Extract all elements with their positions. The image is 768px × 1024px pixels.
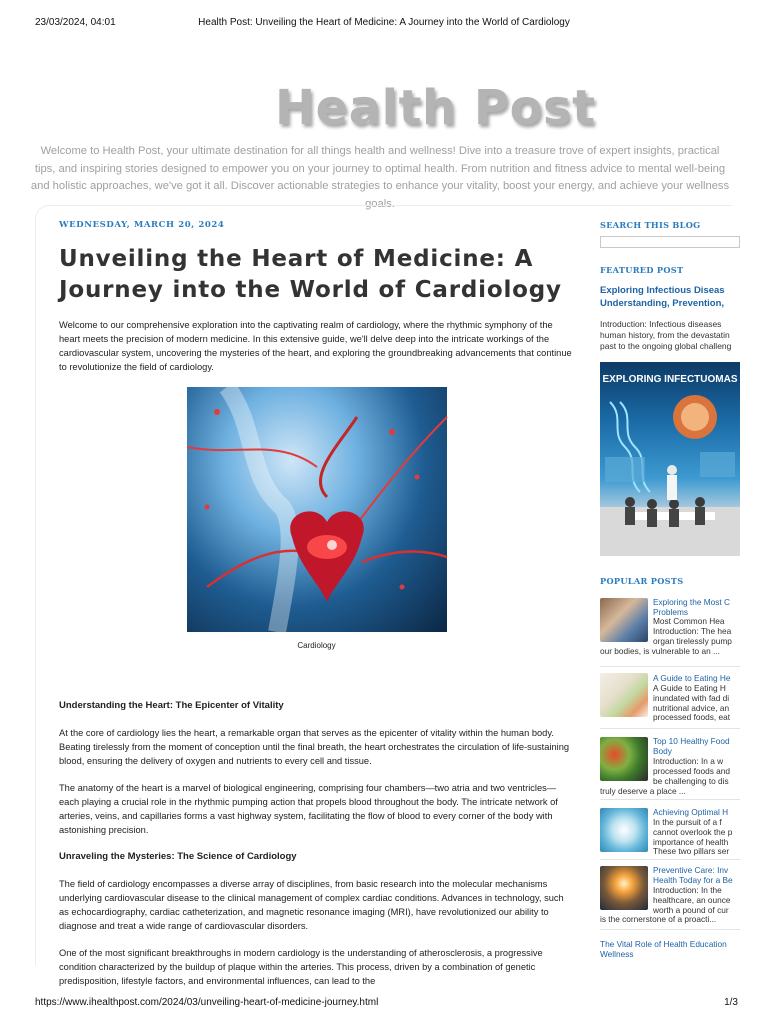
- popular-post-thumbnail[interactable]: [600, 673, 648, 717]
- popular-title-line: Top 10 Healthy Food: [653, 736, 730, 746]
- popular-snippet-line: These two pillars ser: [653, 846, 730, 857]
- popular-snippet-line: processed foods and: [653, 765, 731, 776]
- featured-title-line: Exploring Infectious Diseas: [600, 285, 725, 296]
- popular-post-title-last[interactable]: [600, 939, 740, 959]
- blog-description: Welcome to Health Post, your ultimate destination for all things health and wellness! Dive into a treasure trove of expert insights, practical tips, and inspiring stories designed to empower you on your journey to optimal health. From nutrition and fitness advice to mental well-being and holistic approaches, we've got it all. Discover actionable strategies to enhance your vitality, boost your energy, and achieve your wellness goals.: [30, 145, 730, 210]
- featured-snippet-line: human history, from the devastatin: [600, 330, 730, 340]
- post-intro: Welcome to our comprehensive exploration into the captivating realm of cardiology, where the rhythmic symphony of the heart meets the precision of modern medicine. In this extensive guide, we'll delve deep into the intricate workings of the cardiovascular system, uncovering the mysteries of the heart, and exploring the groundbreaking advancements that continue to revolutionize the field of cardiology.: [59, 320, 572, 372]
- search-input[interactable]: [600, 236, 740, 248]
- popular-title-line: Exploring the Most C: [653, 597, 731, 607]
- featured-snippet-line: past to the ongoing global challeng: [600, 341, 732, 351]
- print-datetime: 23/03/2024, 04:01: [35, 17, 116, 28]
- popular-snippet-line: Most Common Hea: [653, 616, 725, 626]
- blog-title[interactable]: Health Post: [275, 80, 596, 136]
- popular-post-thumbnail[interactable]: [600, 737, 648, 781]
- popular-title-line: Health Today for a Be: [653, 874, 733, 885]
- popular-post-snippet: [653, 818, 743, 857]
- popular-snippet-line: processed foods, eat: [653, 712, 731, 723]
- print-header: [35, 17, 733, 29]
- popular-post-thumbnail[interactable]: [600, 808, 648, 852]
- popular-heading: POPULAR POSTS: [600, 576, 684, 586]
- section-heading-science: Unraveling the Mysteries: The Science of Cardiology: [59, 851, 297, 862]
- featured-title-line: Understanding, Prevention,: [600, 298, 725, 309]
- popular-post-thumbnail[interactable]: [600, 598, 648, 642]
- popular-snippet-line: Introduction: The hea: [653, 625, 732, 636]
- print-page-number: 1/3: [724, 997, 738, 1008]
- popular-post-item[interactable]: [600, 667, 740, 729]
- popular-post-title[interactable]: [653, 866, 743, 885]
- print-footer: [35, 997, 738, 1009]
- popular-title-line: Wellness: [600, 949, 634, 959]
- popular-title-line: Body: [653, 745, 672, 756]
- popular-title-line: Problems: [653, 606, 689, 617]
- section-heading-heart: Understanding the Heart: The Epicenter of Vitality: [59, 700, 284, 711]
- popular-post-snippet: [653, 886, 743, 915]
- popular-snippet-line: cannot overlook the p: [653, 826, 733, 837]
- cardiology-image[interactable]: [187, 387, 447, 632]
- featured-post-title[interactable]: [600, 284, 740, 310]
- popular-snippet-tail: is the cornerstone of a proacti...: [600, 914, 717, 924]
- popular-posts-list: [600, 596, 740, 930]
- paragraph-heart-core: At the core of cardiology lies the heart, a remarkable organ that serves as the epicenter of vitality within the human body. Beating tirelessly from the moment of conception until the final breath, the heart orchestrates the circulation of life-sustaining blood, ensuring the delivery of oxygen and nutrients to every cell and tissue.: [59, 728, 570, 766]
- popular-title-line: A Guide to Eating He: [653, 673, 731, 683]
- popular-post-snippet: [653, 617, 743, 646]
- popular-snippet-line: inundated with fad di: [653, 692, 730, 703]
- image-caption: Cardiology: [297, 641, 336, 650]
- featured-post-image[interactable]: [600, 362, 740, 556]
- popular-snippet-line: Introduction: In the: [653, 885, 722, 895]
- post-date: WEDNESDAY, MARCH 20, 2024: [59, 220, 225, 230]
- popular-snippet-line: be challenging to dis: [653, 775, 729, 786]
- popular-post-title[interactable]: [653, 737, 743, 756]
- popular-snippet-line: In the pursuit of a f: [653, 817, 722, 827]
- popular-title-line: Preventive Care: Inv: [653, 865, 729, 875]
- popular-post-item[interactable]: [600, 729, 740, 800]
- popular-title-line: The Vital Role of Health Education: [600, 939, 727, 949]
- featured-post-snippet: [600, 319, 740, 352]
- popular-snippet-line: A Guide to Eating H: [653, 683, 726, 693]
- content-card: [35, 205, 738, 986]
- popular-post-snippet: [653, 757, 743, 786]
- infectious-disease-illustration: [600, 362, 740, 556]
- popular-snippet-line: Introduction: In a w: [653, 756, 724, 766]
- popular-snippet-line: importance of health: [653, 836, 729, 847]
- hero-figure: [59, 387, 574, 653]
- popular-snippet-tail: our bodies, is vulnerable to an ...: [600, 646, 720, 656]
- popular-snippet-line: healthcare, an ounce: [653, 894, 731, 905]
- popular-post-item[interactable]: [600, 860, 740, 930]
- popular-title-line: Achieving Optimal H: [653, 807, 729, 817]
- popular-post-title[interactable]: [653, 598, 743, 617]
- post-title[interactable]: Unveiling the Heart of Medicine: A Journey into the World of Cardiology: [59, 246, 562, 303]
- popular-post-snippet: [653, 684, 743, 723]
- paragraph-heart-anatomy: The anatomy of the heart is a marvel of biological engineering, comprising four chambers—two atria and two ventricles—each playing a crucial role in the rhythmic pumping action that propels blood throughout the body. The intricate network of arteries, veins, and capillaries forms a vast highway system, facilitating the flow of blood to every corner of the body with astonishing precision.: [59, 783, 558, 835]
- cardiology-illustration: [187, 387, 447, 632]
- popular-post-item[interactable]: [600, 800, 740, 860]
- popular-snippet-line: nutritional advice, an: [653, 702, 730, 713]
- featured-image-text: EXPLORING INFECTUOMAS: [602, 374, 738, 385]
- popular-post-thumbnail[interactable]: [600, 866, 648, 910]
- popular-snippet-tail: truly deserve a place ...: [600, 786, 686, 796]
- print-url: https://www.ihealthpost.com/2024/03/unveiling-heart-of-medicine-journey.html: [35, 997, 379, 1008]
- featured-heading: FEATURED POST: [600, 265, 684, 275]
- featured-snippet-line: Introduction: Infectious diseases: [600, 319, 722, 329]
- popular-snippet-line: worth a pound of cur: [653, 904, 729, 915]
- paragraph-atherosclerosis: One of the most significant breakthroughs in modern cardiology is the understanding of atherosclerosis, a progressive condition characterized by the buildup of plaque within the arteries. This process, driven by a combination of genetic predisposition, lifestyle factors, and environmental influences, can lead to the: [59, 948, 543, 986]
- popular-snippet-line: organ tirelessly pump: [653, 635, 732, 646]
- post-body: [59, 318, 574, 1001]
- popular-post-item[interactable]: [600, 596, 740, 667]
- search-heading: SEARCH THIS BLOG: [600, 220, 701, 230]
- print-page-title: Health Post: Unveiling the Heart of Medicine: A Journey into the World of Cardiology: [198, 17, 570, 28]
- paragraph-science-field: The field of cardiology encompasses a diverse array of disciplines, from basic research into the molecular mechanisms underlying cardiovascular disease to the clinical management of complex cardiac conditions. Advances in technology, such as echocardiography, cardiac catheterization, and magnetic resonance imaging (MRI), have revolutionized our ability to diagnose and treat a wide range of cardiovascular disorders.: [59, 879, 564, 931]
